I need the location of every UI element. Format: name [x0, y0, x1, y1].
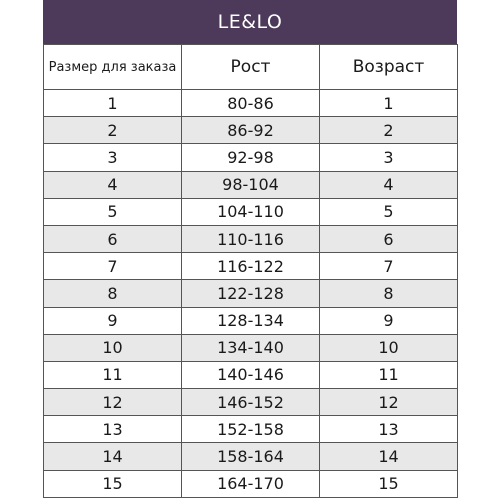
cell-order-size: 11: [44, 361, 182, 388]
cell-height: 146-152: [182, 389, 320, 416]
cell-order-size: 9: [44, 307, 182, 334]
cell-age: 13: [320, 416, 458, 443]
cell-height: 152-158: [182, 416, 320, 443]
header-height: Рост: [182, 45, 320, 90]
cell-age: 2: [320, 117, 458, 144]
cell-height: 110-116: [182, 225, 320, 252]
cell-order-size: 13: [44, 416, 182, 443]
cell-age: 11: [320, 361, 458, 388]
cell-age: 7: [320, 253, 458, 280]
cell-order-size: 6: [44, 225, 182, 252]
cell-order-size: 15: [44, 470, 182, 497]
cell-order-size: 1: [44, 90, 182, 117]
cell-height: 140-146: [182, 361, 320, 388]
cell-height: 158-164: [182, 443, 320, 470]
cell-height: 128-134: [182, 307, 320, 334]
cell-order-size: 2: [44, 117, 182, 144]
cell-height: 134-140: [182, 334, 320, 361]
table-row: [44, 361, 458, 388]
cell-age: 4: [320, 171, 458, 198]
brand-title: LE&LO: [43, 0, 457, 44]
table-row: [44, 443, 458, 470]
cell-age: 9: [320, 307, 458, 334]
cell-order-size: 8: [44, 280, 182, 307]
size-chart: [43, 0, 457, 498]
header-order-size: Размер для заказа: [44, 45, 182, 90]
table-row: [44, 117, 458, 144]
table-row: [44, 280, 458, 307]
table-body: [44, 90, 458, 498]
table-row: [44, 307, 458, 334]
table-row: [44, 198, 458, 225]
cell-order-size: 10: [44, 334, 182, 361]
cell-height: 98-104: [182, 171, 320, 198]
table-row: [44, 144, 458, 171]
cell-order-size: 14: [44, 443, 182, 470]
size-table: [43, 44, 458, 498]
cell-age: 15: [320, 470, 458, 497]
cell-age: 1: [320, 90, 458, 117]
cell-age: 8: [320, 280, 458, 307]
table-row: [44, 90, 458, 117]
cell-order-size: 7: [44, 253, 182, 280]
cell-height: 116-122: [182, 253, 320, 280]
cell-height: 80-86: [182, 90, 320, 117]
table-row: [44, 225, 458, 252]
header-age: Возраст: [320, 45, 458, 90]
cell-order-size: 4: [44, 171, 182, 198]
cell-age: 6: [320, 225, 458, 252]
cell-order-size: 12: [44, 389, 182, 416]
cell-order-size: 5: [44, 198, 182, 225]
cell-height: 104-110: [182, 198, 320, 225]
cell-height: 86-92: [182, 117, 320, 144]
table-row: [44, 470, 458, 497]
table-row: [44, 334, 458, 361]
table-row: [44, 416, 458, 443]
cell-height: 92-98: [182, 144, 320, 171]
cell-age: 3: [320, 144, 458, 171]
cell-age: 14: [320, 443, 458, 470]
cell-age: 10: [320, 334, 458, 361]
table-row: [44, 253, 458, 280]
table-header-row: [44, 45, 458, 90]
cell-age: 5: [320, 198, 458, 225]
cell-age: 12: [320, 389, 458, 416]
cell-height: 122-128: [182, 280, 320, 307]
table-row: [44, 171, 458, 198]
table-row: [44, 389, 458, 416]
cell-order-size: 3: [44, 144, 182, 171]
cell-height: 164-170: [182, 470, 320, 497]
